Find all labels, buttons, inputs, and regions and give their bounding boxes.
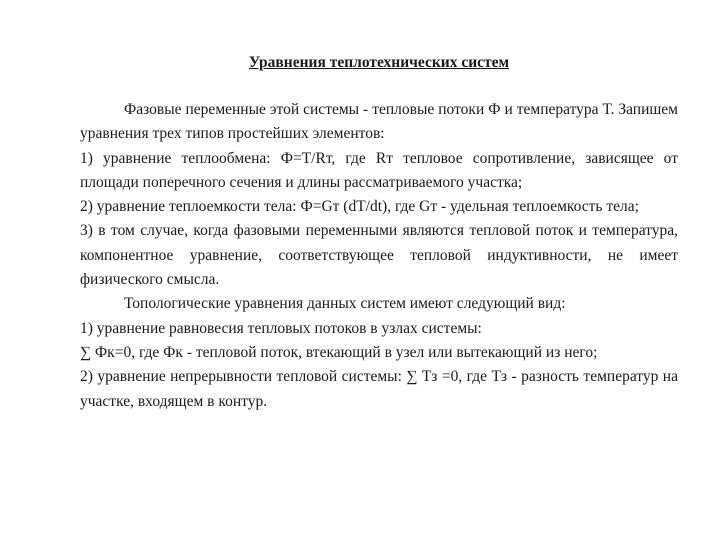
item-3-paragraph: 3) в том случае, когда фазовыми переменными являются тепловой поток и температура, компонентное уравнение, соответствующее тепловой индуктивности, не имеет физического смысла. bbox=[80, 222, 678, 289]
document-title: Уравнения теплотехнических систем bbox=[248, 54, 510, 71]
topology-item-2: 2) уравнение непрерывности тепловой системы: ∑ Тз =0, где Тз - разность температур на участке, входящем в контур. bbox=[80, 368, 678, 410]
topology-item-1-formula: ∑ Фк=0, где Фк - тепловой поток, втекающий в узел или вытекающий из него; bbox=[80, 343, 598, 361]
topology-intro-paragraph: Топологические уравнения данных систем имеют следующий вид: bbox=[124, 295, 566, 313]
document-page bbox=[80, 52, 678, 414]
intro-paragraph: Фазовые переменные этой системы - тепловые потоки Ф и температура Т. Запишем уравнения трех типов простейших элементов: bbox=[80, 101, 678, 143]
topology-item-1: 1) уравнение равновесия тепловых потоков в узлах системы: bbox=[80, 319, 482, 337]
item-2-paragraph: 2) уравнение теплоемкости тела: Ф=Gт (dT/dt), где Gт - удельная теплоемкость тела; bbox=[80, 198, 639, 216]
item-1-paragraph: 1) уравнение теплообмена: Ф=Т/Rт, где Rт тепловое сопротивление, зависящее от площади поперечного сечения и длины рассматриваемого участка; bbox=[80, 149, 678, 191]
